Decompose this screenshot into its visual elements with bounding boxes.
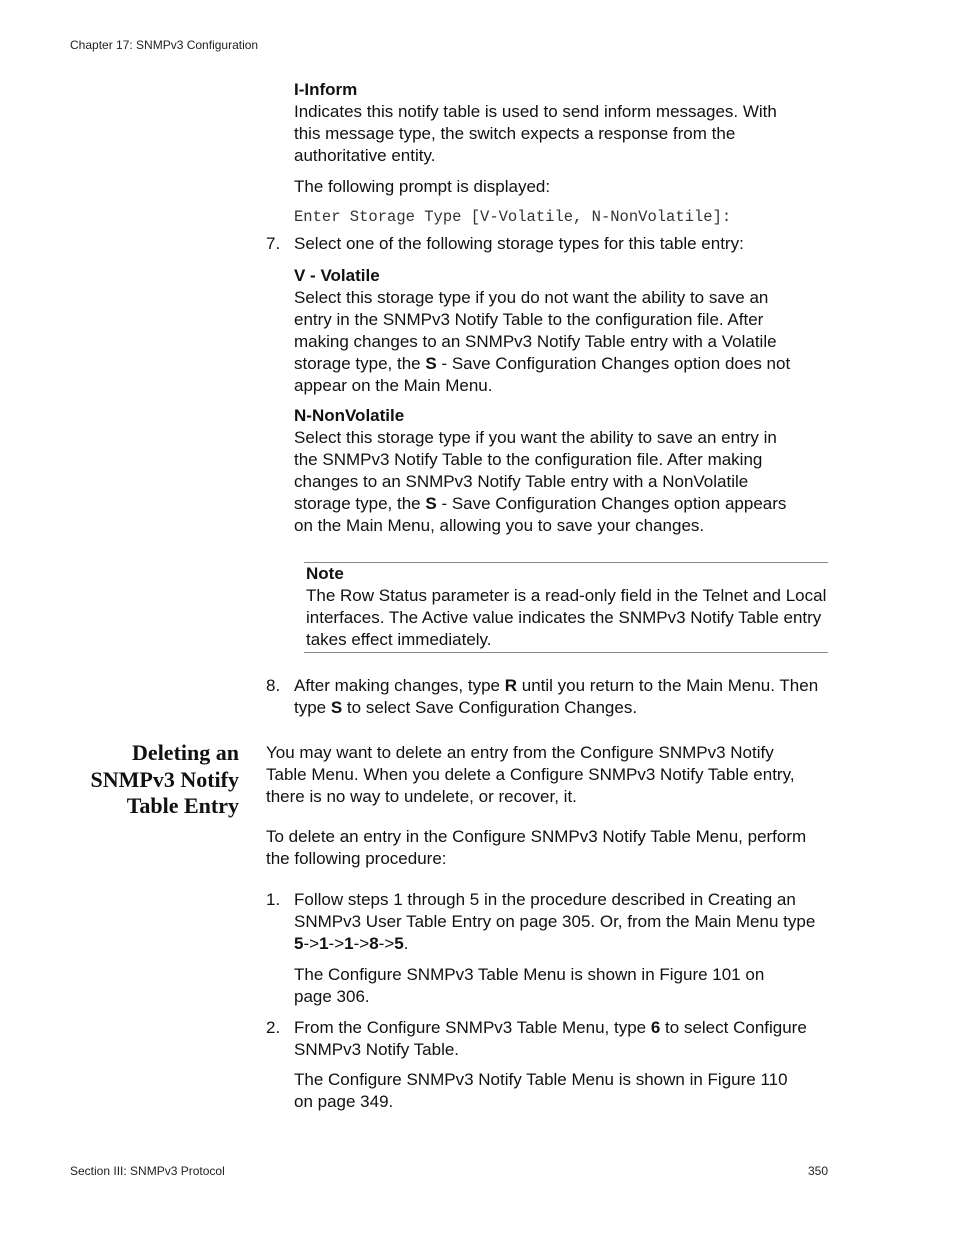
- nonvolatile-line: on the Main Menu, allowing you to save your changes.: [294, 516, 705, 535]
- volatile-line: Select this storage type if you do not want the ability to save an: [294, 288, 769, 307]
- intro-line: there is no way to undelete, or recover, it.: [266, 787, 577, 806]
- path-arrow: ->: [303, 934, 320, 953]
- step-2-line: SNMPv3 Notify Table.: [294, 1040, 460, 1059]
- result-line: The Configure SNMPv3 Notify Table Menu is shown in Figure 110: [294, 1070, 788, 1089]
- volatile-line: [294, 353, 790, 375]
- intro-line: Table Menu. When you delete a Configure SNMPv3 Notify Table entry,: [266, 765, 795, 784]
- inform-desc-line: authoritative entity.: [294, 146, 436, 165]
- procedure-intro: [266, 826, 806, 870]
- path-arrow: ->: [378, 934, 395, 953]
- step-8-line: [294, 697, 818, 719]
- step-7-number: 7.: [266, 234, 281, 253]
- step-2-number: 2.: [266, 1018, 281, 1037]
- step-2-result: [294, 1069, 788, 1113]
- step-8-number: 8.: [266, 676, 281, 695]
- text-run: - Save Configuration Changes option appears: [436, 494, 787, 513]
- step-2-line: [294, 1017, 807, 1039]
- note-line: The Row Status parameter is a read-only field in the Telnet and Local: [306, 586, 827, 605]
- inform-block: [294, 79, 777, 167]
- intro-line: You may want to delete an entry from the Configure SNMPv3 Notify: [266, 743, 774, 762]
- path-key: 1: [344, 934, 354, 953]
- procedure-line: the following procedure:: [266, 849, 447, 868]
- bold-key: S: [330, 698, 343, 717]
- volatile-line: entry in the SNMPv3 Notify Table to the configuration file. After: [294, 310, 764, 329]
- inform-desc-line: Indicates this notify table is used to send inform messages. With: [294, 102, 777, 121]
- path-key: 5: [294, 934, 304, 953]
- text-run: - Save Configuration Changes option does not: [436, 354, 791, 373]
- volatile-line: making changes to an SNMPv3 Notify Table entry with a Volatile: [294, 332, 777, 351]
- volatile-block: [294, 265, 790, 397]
- prompt-intro: The following prompt is displayed:: [294, 177, 551, 196]
- step-1-line: Follow steps 1 through 5 in the procedure described in Creating an: [294, 890, 796, 909]
- step-1-number: 1.: [266, 890, 281, 909]
- text-run: until you return to the Main Menu. Then: [517, 676, 819, 695]
- note-bottom-rule: [304, 652, 828, 653]
- section-intro: [266, 742, 795, 808]
- step-7-text: Select one of the following storage types for this table entry:: [294, 234, 744, 253]
- text-run: storage type, the: [294, 354, 426, 373]
- step-8-line: [294, 675, 818, 697]
- running-footer: Section III: SNMPv3 Protocol: [70, 1164, 225, 1178]
- text-run: type: [294, 698, 331, 717]
- nonvolatile-line: Select this storage type if you want the ability to save an entry in: [294, 428, 777, 447]
- nonvolatile-line: [294, 493, 786, 515]
- nonvolatile-term: N-NonVolatile: [294, 406, 405, 425]
- volatile-term: V - Volatile: [294, 266, 380, 285]
- path-arrow: ->: [328, 934, 345, 953]
- inform-desc-line: this message type, the switch expects a response from the: [294, 124, 736, 143]
- note-title: Note: [306, 564, 344, 583]
- volatile-line: appear on the Main Menu.: [294, 376, 493, 395]
- bold-key: 6: [650, 1018, 661, 1037]
- nonvolatile-block: [294, 405, 786, 537]
- nonvolatile-line: the SNMPv3 Notify Table to the configuration file. After making: [294, 450, 763, 469]
- note-line: takes effect immediately.: [306, 630, 492, 649]
- text-run: After making changes, type: [294, 676, 505, 695]
- running-header: Chapter 17: SNMPv3 Configuration: [70, 38, 259, 52]
- text-run: From the Configure SNMPv3 Table Menu, type: [294, 1018, 651, 1037]
- page-number: 350: [807, 1164, 828, 1178]
- text-run: storage type, the: [294, 494, 426, 513]
- heading-line: Table Entry: [126, 793, 239, 818]
- step-1-line: SNMPv3 User Table Entry on page 305. Or, from the Main Menu type: [294, 912, 816, 931]
- step-2-text: [294, 1017, 807, 1061]
- procedure-line: To delete an entry in the Configure SNMPv3 Notify Table Menu, perform: [266, 827, 807, 846]
- bold-key: S: [425, 354, 437, 373]
- heading-line: SNMPv3 Notify: [90, 766, 239, 792]
- text-run: to select Save Configuration Changes.: [342, 698, 638, 717]
- path-key: 5: [394, 934, 404, 953]
- result-line: The Configure SNMPv3 Table Menu is shown in Figure 101 on: [294, 965, 765, 984]
- note-box: [306, 563, 826, 651]
- note-line: interfaces. The Active value indicates the SNMPv3 Notify Table entry: [306, 608, 822, 627]
- result-line: on page 349.: [294, 1092, 394, 1111]
- bold-key: S: [425, 494, 437, 513]
- path-arrow: ->: [353, 934, 370, 953]
- inform-term: I-Inform: [294, 80, 358, 99]
- result-line: page 306.: [294, 987, 370, 1006]
- step-1-text: [294, 889, 815, 955]
- path-period: .: [403, 934, 409, 953]
- step-8-text: [294, 675, 818, 719]
- step-1-result: [294, 964, 764, 1008]
- nonvolatile-line: changes to an SNMPv3 Notify Table entry with a NonVolatile: [294, 472, 749, 491]
- path-key: 1: [319, 934, 329, 953]
- bold-key: R: [504, 676, 518, 695]
- menu-path: [294, 933, 815, 955]
- section-heading: [60, 740, 239, 820]
- heading-line: Deleting an: [132, 740, 239, 765]
- prompt-code: Enter Storage Type [V-Volatile, N-NonVolatile]:: [294, 208, 732, 226]
- text-run: to select Configure: [660, 1018, 807, 1037]
- path-key: 8: [369, 934, 379, 953]
